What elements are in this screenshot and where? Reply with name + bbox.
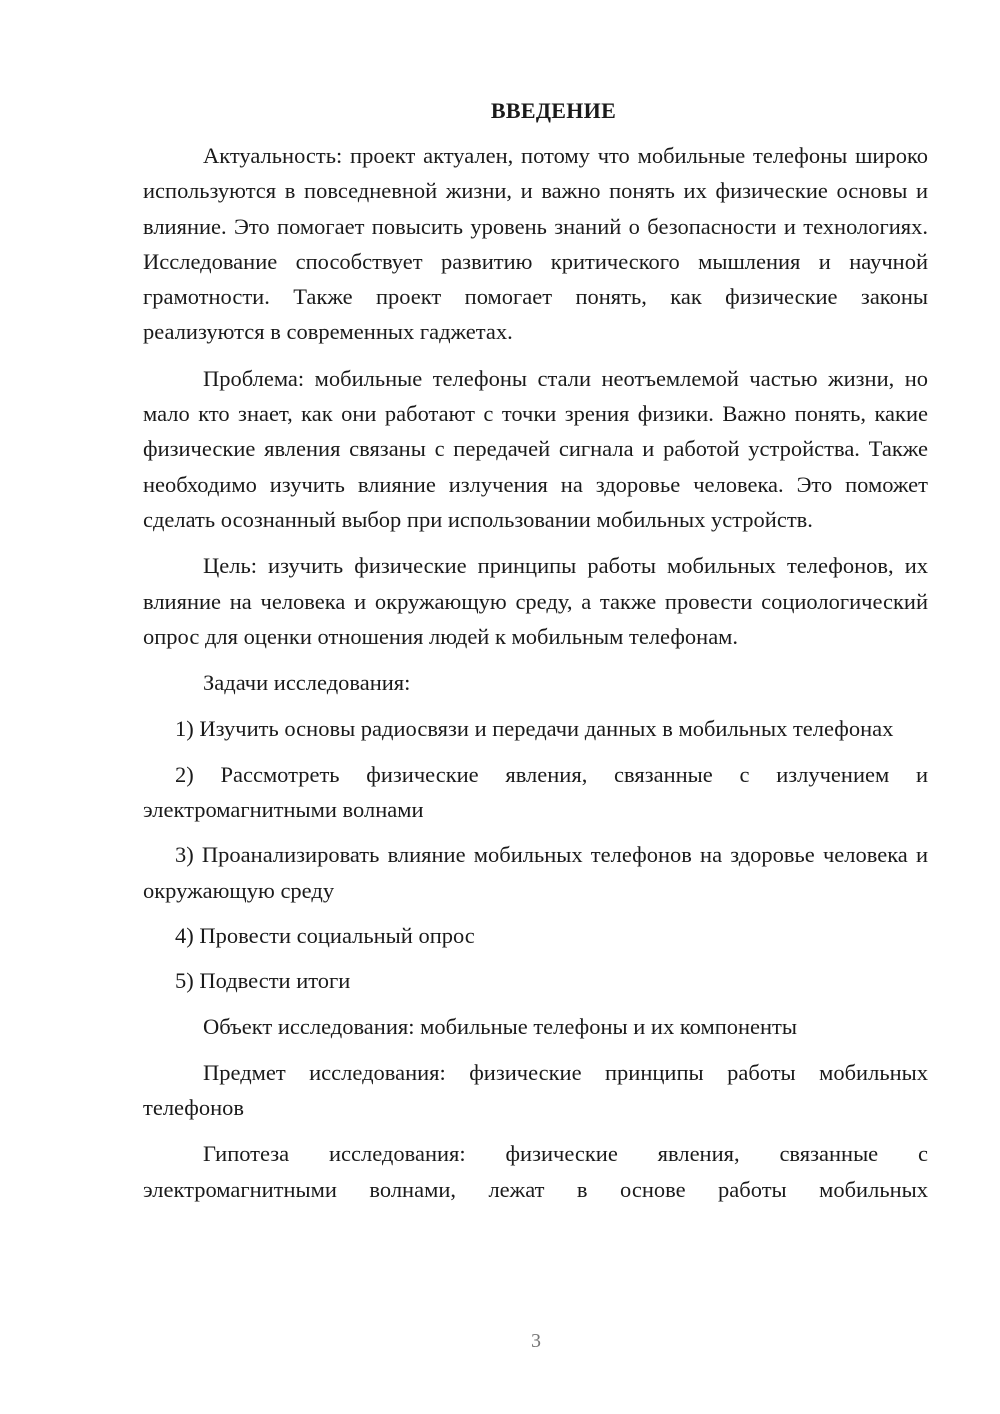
task-item-3: 3) Проанализировать влияние мобильных телефонов на здоровье человека и окружающую среду: [143, 842, 928, 903]
page-number: 3: [531, 1330, 541, 1352]
task-item-1: 1) Изучить основы радиосвязи и передачи данных в мобильных телефонах: [175, 716, 894, 742]
tasks-title: Задачи исследования:: [203, 670, 411, 696]
task-item-2: 2) Рассмотреть физические явления, связанные с излучением и электромагнитными волнами: [143, 761, 928, 823]
goal-paragraph: Цель: изучить физические принципы работы мобильных телефонов, их влияние на человека и окружающую среду, а также провести социологический опрос для оценки отношения людей к мобильным телефонам.: [143, 553, 928, 649]
task-item-5: 5) Подвести итоги: [175, 968, 351, 994]
object-paragraph: Объект исследования: мобильные телефоны и их компоненты: [203, 1013, 797, 1039]
tasks-list: [143, 711, 928, 998]
task-item-4: 4) Провести социальный опрос: [175, 922, 475, 948]
hypothesis-paragraph: Гипотеза исследования: физические явления, связанные с электромагнитными волнами, лежат в основе работы мобильных: [143, 1141, 928, 1202]
problem-paragraph: Проблема: мобильные телефоны стали неотъемлемой частью жизни, но мало кто знает, как они работают с точки зрения физики. Важно понять, какие физические явления связаны с передачей сигнала и работой устройства. Также необходимо изучить влияние излучения на здоровье человека. Это поможет сделать осознанный выбор при использовании мобильных устройств.: [143, 365, 928, 532]
relevance-paragraph: Актуальность: проект актуален, потому что мобильные телефоны широко используются в повседневной жизни, и важно понять их физические основы и влияние. Это помогает повысить уровень знаний о безопасности и технологиях. Исследование способствует развитию критического мышления и научной грамотности. Также проект помогает понять, как физические законы реализуются в современных гаджетах.: [143, 143, 928, 345]
subject-paragraph: Предмет исследования: физические принципы работы мобильных телефонов: [143, 1059, 928, 1121]
section-heading: ВВЕДЕНИЕ: [490, 98, 617, 123]
document-page: [143, 96, 928, 1218]
